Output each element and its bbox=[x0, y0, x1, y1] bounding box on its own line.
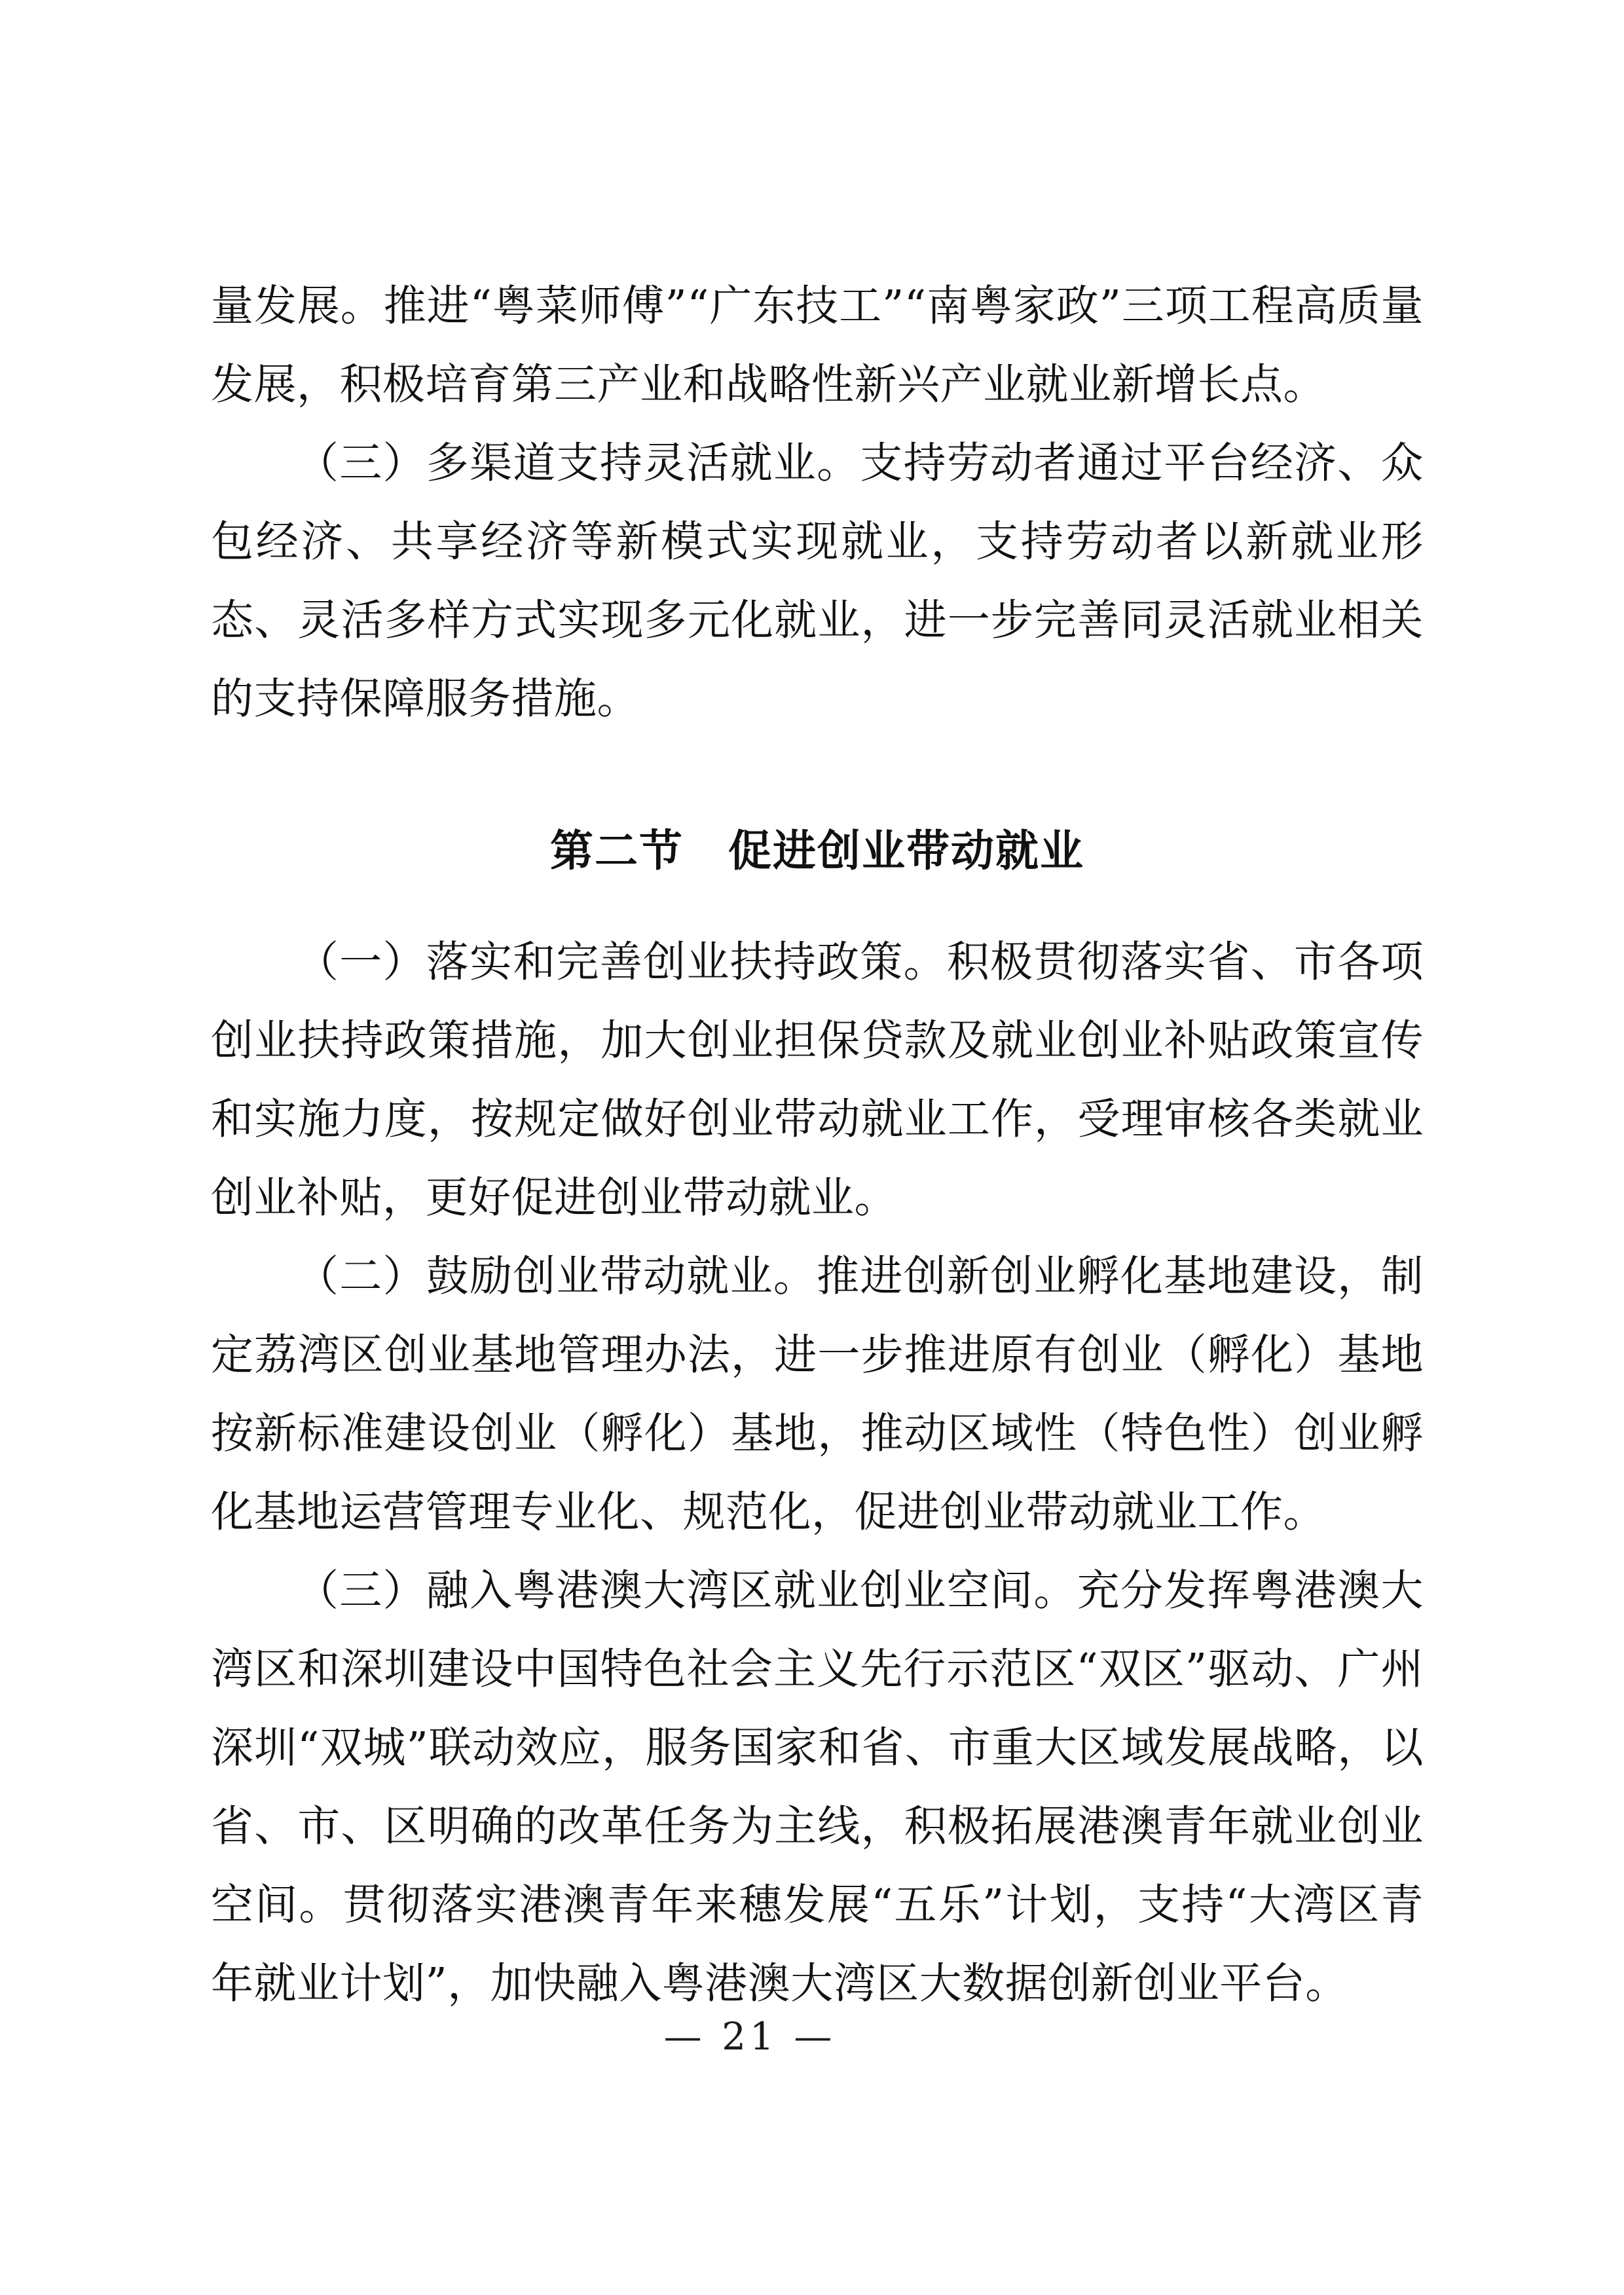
section-heading: 第二节 促进创业带动就业 bbox=[550, 826, 1084, 876]
page-number: — 21 — bbox=[663, 2014, 836, 2059]
page-footer bbox=[0, 2013, 1624, 2059]
paragraph-yi-startup-support-policy: （一）落实和完善创业扶持政策。积极贯彻落实省、市各项创业扶持政策措施，加大创业担保贷款及就业创业补贴政策宣传和实施力度，按规定做好创业带动就业工作，受理审核各类就业创业补贴，更好促进创业带动就业。 bbox=[211, 938, 1424, 1222]
paragraph-er-encourage-entrepreneurship: （二）鼓励创业带动就业。推进创新创业孵化基地建设，制定荔湾区创业基地管理办法，进一步推进原有创业（孵化）基地按新标准建设创业（孵化）基地，推动区域性（特色性）创业孵化基地运营管理专业化、规范化，促进创业带动就业工作。 bbox=[211, 1252, 1424, 1537]
page-body bbox=[211, 267, 1424, 2023]
paragraph-san-greater-bay-area: （三）融入粤港澳大湾区就业创业空间。充分发挥粤港澳大湾区和深圳建设中国特色社会主义先行示范区“双区”驱动、广州深圳“双城”联动效应，服务国家和省、市重大区域发展战略，以省、市、区明确的改革任务为主线，积极拓展港澳青年就业创业空间。贯彻落实港澳青年来穗发展“五乐”计划，支持“大湾区青年就业计划”，加快融入粤港澳大湾区大数据创新创业平台。 bbox=[211, 1566, 1424, 2008]
paragraph-san-flexible-employment: （三）多渠道支持灵活就业。支持劳动者通过平台经济、众包经济、共享经济等新模式实现就业，支持劳动者以新就业形态、灵活多样方式实现多元化就业，进一步完善同灵活就业相关的支持保障服务措施。 bbox=[211, 439, 1424, 724]
section-heading-block bbox=[211, 739, 1424, 923]
continued-paragraph: 量发展。推进“粤菜师傅”“广东技工”“南粤家政”三项工程高质量发展，积极培育第三产业和战略性新兴产业就业新增长点。 bbox=[211, 282, 1424, 409]
